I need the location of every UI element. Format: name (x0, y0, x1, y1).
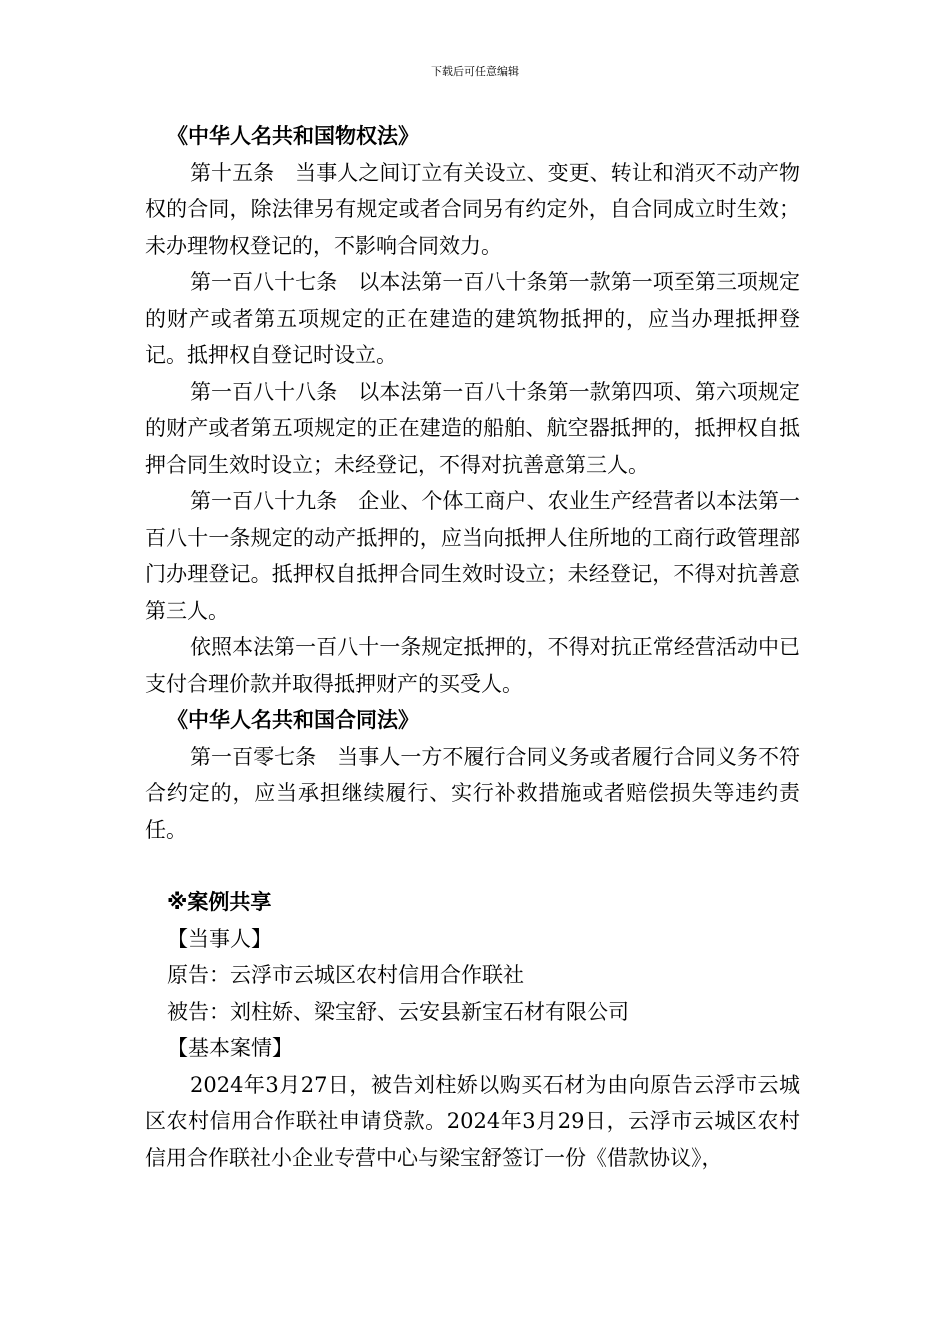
article-paragraph: 第一百八十七条 以本法第一百八十条第一款第一项至第三项规定的财产或者第五项规定的正在建造的建筑物抵押的，应当办理抵押登记。抵押权自登记时设立。 (145, 270, 800, 367)
document-body (145, 118, 800, 1176)
facts-paragraph: 2024年3月27日，被告刘柱娇以购买石材为由向原告云浮市云城区农村信用合作联社申请贷款。2024年3月29日，云浮市云城区农村信用合作联社小企业专营中心与梁宝舒签订一份《借款协议》， (145, 1072, 800, 1170)
article-paragraph: 依照本法第一百八十一条规定抵押的，不得对抗正常经营活动中已支付合理价款并取得抵押财产的买受人。 (145, 635, 800, 696)
parties-label: 【当事人】 (167, 926, 272, 951)
article-paragraph: 第一百八十九条 企业、个体工商户、农业生产经营者以本法第一百八十一条规定的动产抵押的，应当向抵押人住所地的工商行政管理部门办理登记。抵押权自抵押合同生效时设立；未经登记，不得对抗善意第三人。 (145, 489, 800, 623)
section-title-contract-law: 《中华人名共和国合同法》 (167, 708, 419, 732)
plaintiff-line: 原告：云浮市云城区农村信用合作联社 (167, 963, 524, 987)
case-share-title: ※案例共享 (167, 890, 272, 914)
article-paragraph: 第十五条 当事人之间订立有关设立、变更、转让和消灭不动产物权的合同，除法律另有规定或者合同另有约定外，自合同成立时生效；未办理物权登记的，不影响合同效力。 (145, 160, 800, 258)
section-title-property-law: 《中华人名共和国物权法》 (167, 124, 419, 148)
defendant-line: 被告：刘柱娇、梁宝舒、云安县新宝石材有限公司 (167, 999, 629, 1024)
article-paragraph: 第一百零七条 当事人一方不履行合同义务或者履行合同义务不符合约定的，应当承担继续履行、实行补救措施或者赔偿损失等违约责任。 (145, 744, 800, 842)
facts-label: 【基本案情】 (167, 1036, 293, 1060)
article-paragraph: 第一百八十八条 以本法第一百八十条第一款第四项、第六项规定的财产或者第五项规定的正在建造的船舶、航空器抵押的，抵押权自抵押合同生效时设立；未经登记，不得对抗善意第三人。 (145, 379, 800, 477)
section-spacer (145, 848, 800, 884)
page-header: 下载后可任意编辑 (431, 65, 519, 78)
